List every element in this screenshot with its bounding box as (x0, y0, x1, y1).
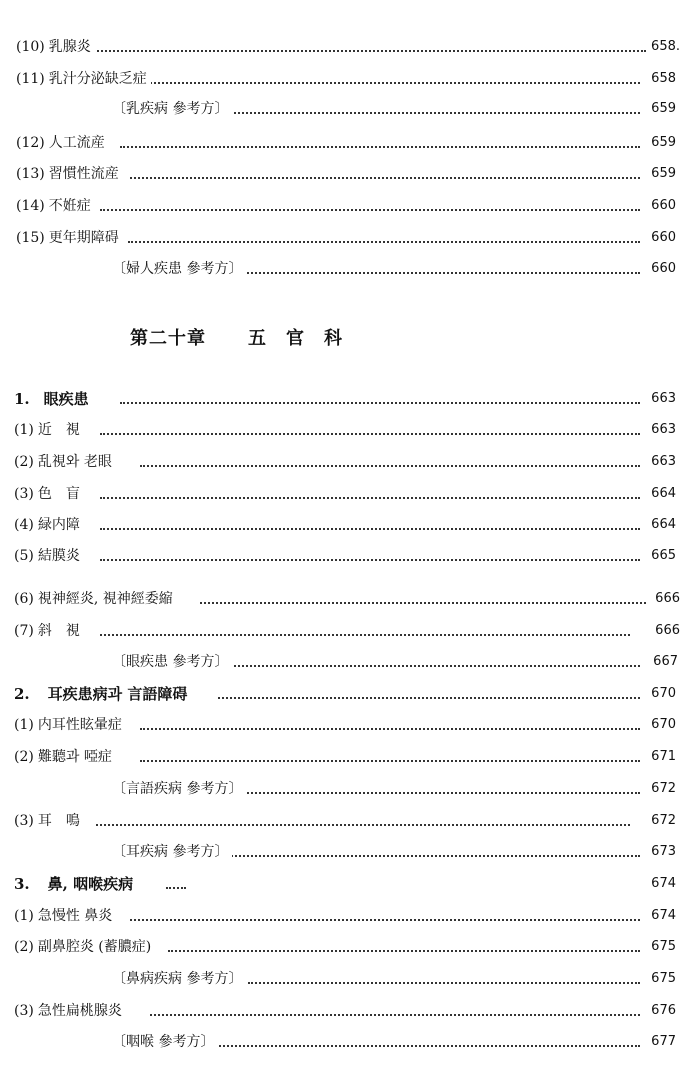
toc-entry (0, 619, 700, 643)
toc-entry-label (16, 67, 151, 91)
toc-entry-number: (7) (14, 623, 34, 639)
toc-page-number: 672 (651, 781, 676, 796)
toc-entry (0, 35, 700, 59)
toc-entry (0, 713, 700, 737)
toc-page-number: 658 (651, 71, 676, 86)
toc-page-number: 667 (653, 654, 678, 669)
toc-entry-text: 〔咽喉 參考方〕 (112, 1034, 215, 1050)
toc-entry (0, 418, 700, 442)
toc-entry-text: 乱視와 老眼 (37, 454, 112, 470)
toc-entry (0, 450, 700, 474)
toc-entry (0, 544, 700, 568)
toc-entry-label (112, 967, 246, 991)
toc-page-number: 660 (651, 230, 676, 245)
toc-entry-text: 人工流産 (48, 135, 105, 151)
toc-entry-number: 3. (14, 875, 30, 893)
toc-entry (0, 904, 700, 928)
toc-page-number: 660 (651, 198, 676, 213)
toc-entry (0, 67, 700, 91)
toc-entry-number: (3) (14, 1003, 34, 1019)
toc-page-number: 664 (651, 486, 676, 501)
toc-entry-label (14, 999, 126, 1023)
leader-dots (200, 602, 646, 604)
toc-entry (0, 650, 700, 674)
toc-entry-text: 視神經炎, 視神經委縮 (37, 591, 173, 607)
toc-entry-label (14, 904, 116, 928)
toc-section-entry (0, 387, 700, 411)
toc-entry-number: (15) (16, 230, 45, 246)
toc-entry (0, 513, 700, 537)
toc-page-number: 672 (651, 813, 676, 828)
toc-page-number: 663 (651, 422, 676, 437)
toc-entry-label (112, 257, 246, 281)
toc-page-number: 673 (651, 844, 676, 859)
toc-entry-text: 〔鼻病疾病 參考方〕 (112, 971, 243, 987)
leader-dots (128, 241, 640, 243)
toc-entry-number: (14) (16, 198, 45, 214)
toc-entry (0, 967, 700, 991)
toc-page-number: 674 (651, 876, 676, 891)
toc-entry-label (14, 619, 84, 643)
leader-dots (150, 82, 640, 84)
leader-dots (96, 824, 630, 826)
toc-entry-number: (13) (16, 166, 45, 182)
toc-entry-number: (2) (14, 939, 34, 955)
chapter-title: 五 官 科 (248, 328, 343, 349)
toc-entry (0, 482, 700, 506)
toc-entry (0, 587, 700, 611)
toc-entry (0, 257, 700, 281)
toc-entry-label (16, 35, 95, 59)
toc-page-number: 670 (651, 686, 676, 701)
toc-entry-label (14, 935, 155, 959)
leader-dots (140, 760, 640, 762)
toc-entry-label (14, 482, 84, 506)
toc-page-number: 659 (651, 166, 676, 181)
toc-entry-number: 2. (14, 685, 30, 703)
toc-entry-number: (3) (14, 486, 34, 502)
toc-page-number: 663 (651, 391, 676, 406)
toc-page-number: 666 (655, 591, 680, 606)
leader-dots (130, 919, 640, 921)
toc-entry-number: (2) (14, 454, 34, 470)
toc-entry-label (14, 745, 116, 769)
toc-entry-number: (12) (16, 135, 45, 151)
toc-entry-label (14, 450, 116, 474)
toc-page-number: 676 (651, 1003, 676, 1018)
toc-entry-text: 耳 鳴 (37, 813, 80, 829)
toc-page-number: 658. (651, 39, 680, 54)
toc-page-number: 660 (651, 261, 676, 276)
toc-entry-text: 結膜炎 (37, 548, 80, 564)
toc-entry (0, 226, 700, 250)
leader-dots (230, 112, 640, 114)
toc-page-number: 663 (651, 454, 676, 469)
toc-entry-text: 〔言語疾病 參考方〕 (112, 781, 243, 797)
toc-page-number: 664 (651, 517, 676, 532)
toc-entry-text: 耳疾患病과 言語障碍 (47, 685, 188, 703)
leader-dots (100, 559, 640, 561)
chapter-number: 第二十章 (130, 328, 206, 349)
leader-dots (140, 728, 640, 730)
toc-page-number: 675 (651, 971, 676, 986)
toc-entry-text: 緑内障 (37, 517, 80, 533)
leader-dots (248, 982, 640, 984)
leader-dots (140, 465, 640, 467)
toc-entry-number: (5) (14, 548, 34, 564)
toc-entry-label (112, 650, 232, 674)
toc-page-number: 675 (651, 939, 676, 954)
toc-entry (0, 162, 700, 186)
leader-dots (100, 433, 640, 435)
toc-entry (0, 97, 700, 121)
toc-section-entry (0, 682, 700, 706)
leader-dots (100, 528, 640, 530)
toc-section-entry (0, 872, 700, 896)
toc-entry-text: 〔耳疾病 參考方〕 (112, 844, 229, 860)
leader-dots (100, 497, 640, 499)
toc-entry-label (14, 387, 93, 411)
leader-dots (168, 950, 640, 952)
toc-entry-label (16, 131, 109, 155)
leader-dots (100, 209, 640, 211)
toc-entry-text: 難聽과 啞症 (37, 749, 112, 765)
toc-entry-text: 更年期障碍 (48, 230, 119, 246)
toc-entry-text: 急性扁桃腺炎 (37, 1003, 122, 1019)
toc-entry-text: 〔婦人疾患 參考方〕 (112, 261, 243, 277)
leader-dots (228, 855, 640, 857)
leader-dots (230, 665, 640, 667)
leader-dots (120, 146, 640, 148)
toc-entry-label (14, 587, 177, 611)
leader-dots (212, 1045, 640, 1047)
toc-entry-label (14, 809, 84, 833)
toc-entry (0, 745, 700, 769)
toc-entry (0, 777, 700, 801)
toc-entry-number: (11) (16, 71, 45, 87)
toc-entry (0, 194, 700, 218)
toc-entry-number: (1) (14, 422, 34, 438)
toc-entry-text: 内耳性眩暈症 (37, 717, 122, 733)
toc-entry-text: 急慢性 鼻炎 (37, 908, 113, 924)
toc-entry (0, 840, 700, 864)
toc-entry-text: 不姙症 (48, 198, 91, 214)
toc-entry-text: 近 視 (37, 422, 80, 438)
toc-entry-number: (3) (14, 813, 34, 829)
toc-entry-label (112, 840, 232, 864)
toc-entry-number: (4) (14, 517, 34, 533)
toc-page-number: 666 (655, 623, 680, 638)
toc-entry-number: 1. (14, 390, 30, 408)
toc-entry-text: 〔眼疾患 參考方〕 (112, 654, 229, 670)
toc-entry-number: (2) (14, 749, 34, 765)
toc-entry-text: 乳汁分泌缺乏症 (48, 71, 147, 87)
toc-entry-label (14, 682, 191, 706)
toc-entry-label (14, 513, 84, 537)
toc-entry-number: (1) (14, 908, 34, 924)
toc-entry-label (16, 226, 123, 250)
toc-entry-label (14, 872, 137, 896)
toc-entry-text: 〔乳疾病 參考方〕 (112, 101, 229, 117)
toc-page-number: 677 (651, 1034, 676, 1049)
leader-dots (130, 177, 640, 179)
toc-entry-label (112, 777, 246, 801)
toc-entry-label (14, 544, 84, 568)
toc-entry-text: 眼疾患 (43, 390, 89, 408)
leader-dots (150, 1014, 640, 1016)
toc-entry (0, 809, 700, 833)
toc-page-number: 674 (651, 908, 676, 923)
toc-entry-text: 色 盲 (37, 486, 80, 502)
leader-dots (218, 697, 640, 699)
toc-entry (0, 131, 700, 155)
toc-entry-text: 鼻, 咽喉疾病 (47, 875, 134, 893)
toc-entry-text: 斜 視 (37, 623, 80, 639)
leader-dots (166, 887, 186, 889)
toc-entry-label (14, 713, 126, 737)
toc-entry-number: (1) (14, 717, 34, 733)
toc-entry-label (16, 194, 95, 218)
toc-entry (0, 935, 700, 959)
toc-page-number: 670 (651, 717, 676, 732)
toc-entry-text: 副鼻腔炎 (蓄膿症) (37, 939, 152, 955)
toc-page-number: 659 (651, 135, 676, 150)
leader-dots (244, 792, 640, 794)
toc-page-number: 671 (651, 749, 676, 764)
toc-page-number: 665 (651, 548, 676, 563)
toc-entry-label (112, 97, 232, 121)
leader-dots (240, 272, 640, 274)
toc-entry (0, 1030, 700, 1054)
toc-entry-text: 乳腺炎 (48, 39, 91, 55)
toc-entry-label (112, 1030, 218, 1054)
toc-page-number: 659 (651, 101, 676, 116)
toc-entry-number: (6) (14, 591, 34, 607)
toc-entry-number: (10) (16, 39, 45, 55)
toc-entry-text: 習慣性流産 (48, 166, 119, 182)
leader-dots (100, 634, 630, 636)
toc-entry-label (14, 418, 84, 442)
leader-dots (90, 50, 646, 52)
toc-entry (0, 999, 700, 1023)
toc-entry-label (16, 162, 123, 186)
leader-dots (120, 402, 640, 404)
chapter-heading (0, 324, 700, 354)
